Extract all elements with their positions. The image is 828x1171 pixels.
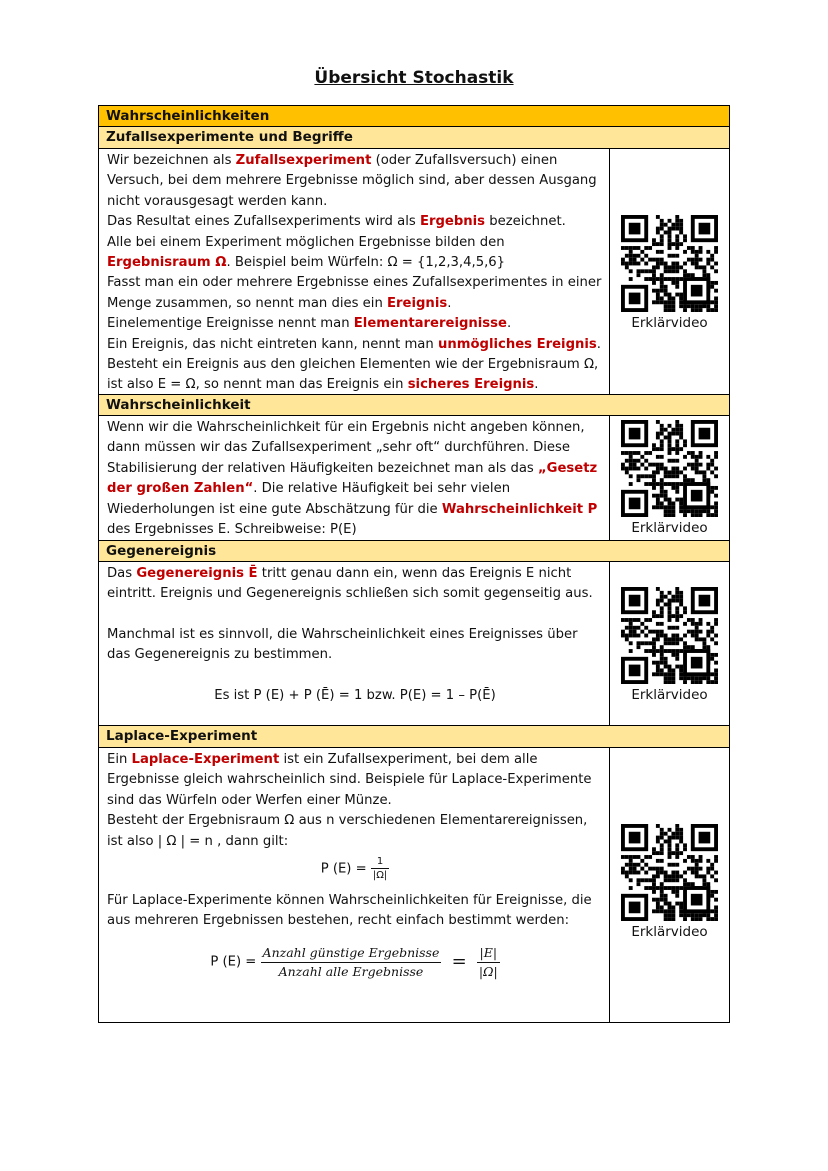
- text-zufallsexperimente: [99, 149, 610, 394]
- fraction-numerator: 1: [371, 856, 389, 869]
- text-run: . Die relative Häufigkeit bei sehr vielen Wiederholungen ist eine gute Abschätzung für die: [107, 481, 511, 517]
- text-run: Wir bezeichnen als: [107, 153, 236, 168]
- heading-wahrscheinlichkeit: Wahrscheinlichkeit: [99, 395, 729, 416]
- section-header: Wahrscheinlichkeiten: [99, 106, 729, 127]
- text-run: bezeichnet.: [485, 214, 566, 230]
- text-run: .: [506, 316, 512, 332]
- text-run: (oder Zufallsversuch) einen Versuch, bei dem mehrere Ergebnisse möglich sind, aber dessen Ausgang nicht vorausgesagt werden kann.: [107, 153, 597, 209]
- term-laplace-experiment: Laplace-Experiment: [131, 752, 280, 767]
- text-gegenereignis: [99, 562, 610, 725]
- text-run: Das Resultat eines Zufallsexperiments wird als: [107, 214, 420, 230]
- text-run: Besteht ein Ereignis aus den gleichen Elementen wie der Ergebnisraum Ω, ist also E = Ω, so nennt man das Ereignis ein: [107, 357, 599, 393]
- text-run: . Beispiel beim Würfeln: Ω = {1,2,3,4,5,6}: [226, 255, 506, 271]
- video-cell: [610, 149, 729, 394]
- video-caption[interactable]: Erklärvideo: [631, 924, 708, 940]
- text-run: Ein: [107, 752, 132, 767]
- row-zufallsexperimente: [99, 149, 729, 395]
- text-run: des Ergebnisses E. Schreibweise: P(E): [107, 522, 357, 538]
- text-run: .: [596, 336, 601, 352]
- text-laplace: [99, 748, 610, 1022]
- term-ergebnis: Ergebnis: [419, 214, 486, 230]
- fraction: [477, 944, 500, 981]
- qr-code-icon[interactable]: [621, 824, 718, 921]
- term-unmoegliches-ereignis: unmögliches Ereignis: [437, 336, 597, 352]
- term-gesetz-grosse-zahlen: „Gesetz der großen Zahlen“: [107, 460, 598, 497]
- formula-laplace-basic: [107, 856, 603, 883]
- qr-code-icon[interactable]: [621, 420, 718, 517]
- row-gegenereignis: [99, 562, 729, 726]
- fraction-numerator: |E|: [477, 944, 500, 963]
- fraction-numerator: Anzahl günstige Ergebnisse: [261, 944, 442, 963]
- fraction-denominator: Anzahl alle Ergebnisse: [278, 963, 424, 979]
- video-caption[interactable]: Erklärvideo: [631, 687, 708, 703]
- heading-zufallsexperimente: Zufallsexperimente und Begriffe: [99, 127, 729, 149]
- text-run: Das: [107, 566, 137, 581]
- text-run: Manchmal ist es sinnvoll, die Wahrscheinlichkeit eines Ereignisses über das Gegenereignis zu bestimmen.: [107, 626, 578, 663]
- video-cell: [610, 748, 729, 1022]
- term-zufallsexperiment: Zufallsexperiment: [235, 153, 372, 168]
- term-gegenereignis: Gegenereignis Ē: [136, 566, 258, 581]
- row-wahrscheinlichkeit: [99, 416, 729, 541]
- text-run: Alle bei einem Experiment möglichen Ergebnisse bilden den: [107, 234, 505, 250]
- term-elementarereignisse: Elementarereignisse: [353, 316, 507, 332]
- formula-laplace-ratio: [107, 944, 603, 981]
- text-run: Wenn wir die Wahrscheinlichkeit für ein Ergebnis nicht angeben können, dann müssen wir das Zufallsexperiment „sehr oft“ durchführen. Diese Stabilisierung der relativen Häufigkeiten bezeichnet man als das: [107, 420, 585, 476]
- heading-gegenereignis: Gegenereignis: [99, 541, 729, 562]
- formula-lhs: P (E) =: [210, 954, 257, 970]
- qr-code-icon[interactable]: [621, 215, 718, 312]
- heading-laplace: Laplace-Experiment: [99, 726, 729, 748]
- page-title: Übersicht Stochastik: [314, 68, 514, 88]
- qr-code-icon[interactable]: [621, 587, 718, 684]
- formula-gegenereignis: Es ist P (E) + P (Ē) = 1 bzw. P(E) = 1 – P(Ē): [214, 687, 496, 703]
- text-run: ist ein Zufallsexperiment, bei dem alle Ergebnisse gleich wahrscheinlich sind. Beispiele für Laplace-Experimente sind das Würfeln oder Werfen einer Münze.: [107, 752, 592, 808]
- text-run: Besteht der Ergebnisraum Ω aus n verschiedenen Elementarereignissen, ist also | Ω | = n , dann gilt:: [107, 813, 588, 849]
- term-sicheres-ereignis: sicheres Ereignis: [407, 377, 535, 393]
- overview-table: [98, 105, 730, 1023]
- equals-sign: =: [451, 951, 467, 973]
- term-wahrscheinlichkeit: Wahrscheinlichkeit P: [441, 501, 598, 517]
- video-cell: [610, 562, 729, 725]
- text-run: tritt genau dann ein, wenn das Ereignis E nicht eintritt. Ereignis und Gegenereignis schließen sich somit gegenseitig aus.: [107, 566, 593, 602]
- fraction-denominator: |Ω|: [478, 963, 498, 979]
- text-run: Ein Ereignis, das nicht eintreten kann, nennt man: [107, 336, 438, 352]
- term-ereignis: Ereignis: [387, 295, 448, 311]
- fraction: [261, 944, 442, 981]
- text-run: Einelementige Ereignisse nennt man: [107, 316, 354, 332]
- text-run: Fasst man ein oder mehrere Ergebnisse eines Zufallsexperimentes in einer Menge zusammen, so nennt man dies ein: [107, 275, 602, 311]
- text-run: .: [447, 295, 452, 311]
- video-caption[interactable]: Erklärvideo: [631, 520, 708, 536]
- fraction: [371, 856, 389, 883]
- fraction-denominator: |Ω|: [372, 870, 388, 882]
- text-wahrscheinlichkeit: [99, 416, 610, 540]
- text-run: Für Laplace-Experimente können Wahrscheinlichkeiten für Ereignisse, die aus mehreren Ergebnissen bestehen, recht einfach bestimmt werden:: [107, 893, 592, 929]
- text-run: .: [534, 377, 539, 393]
- video-caption[interactable]: Erklärvideo: [631, 315, 708, 331]
- video-cell: [610, 416, 729, 540]
- formula-lhs: P (E) =: [320, 861, 367, 877]
- term-ergebnisraum: Ergebnisraum Ω: [107, 255, 227, 271]
- row-laplace: [99, 748, 729, 1022]
